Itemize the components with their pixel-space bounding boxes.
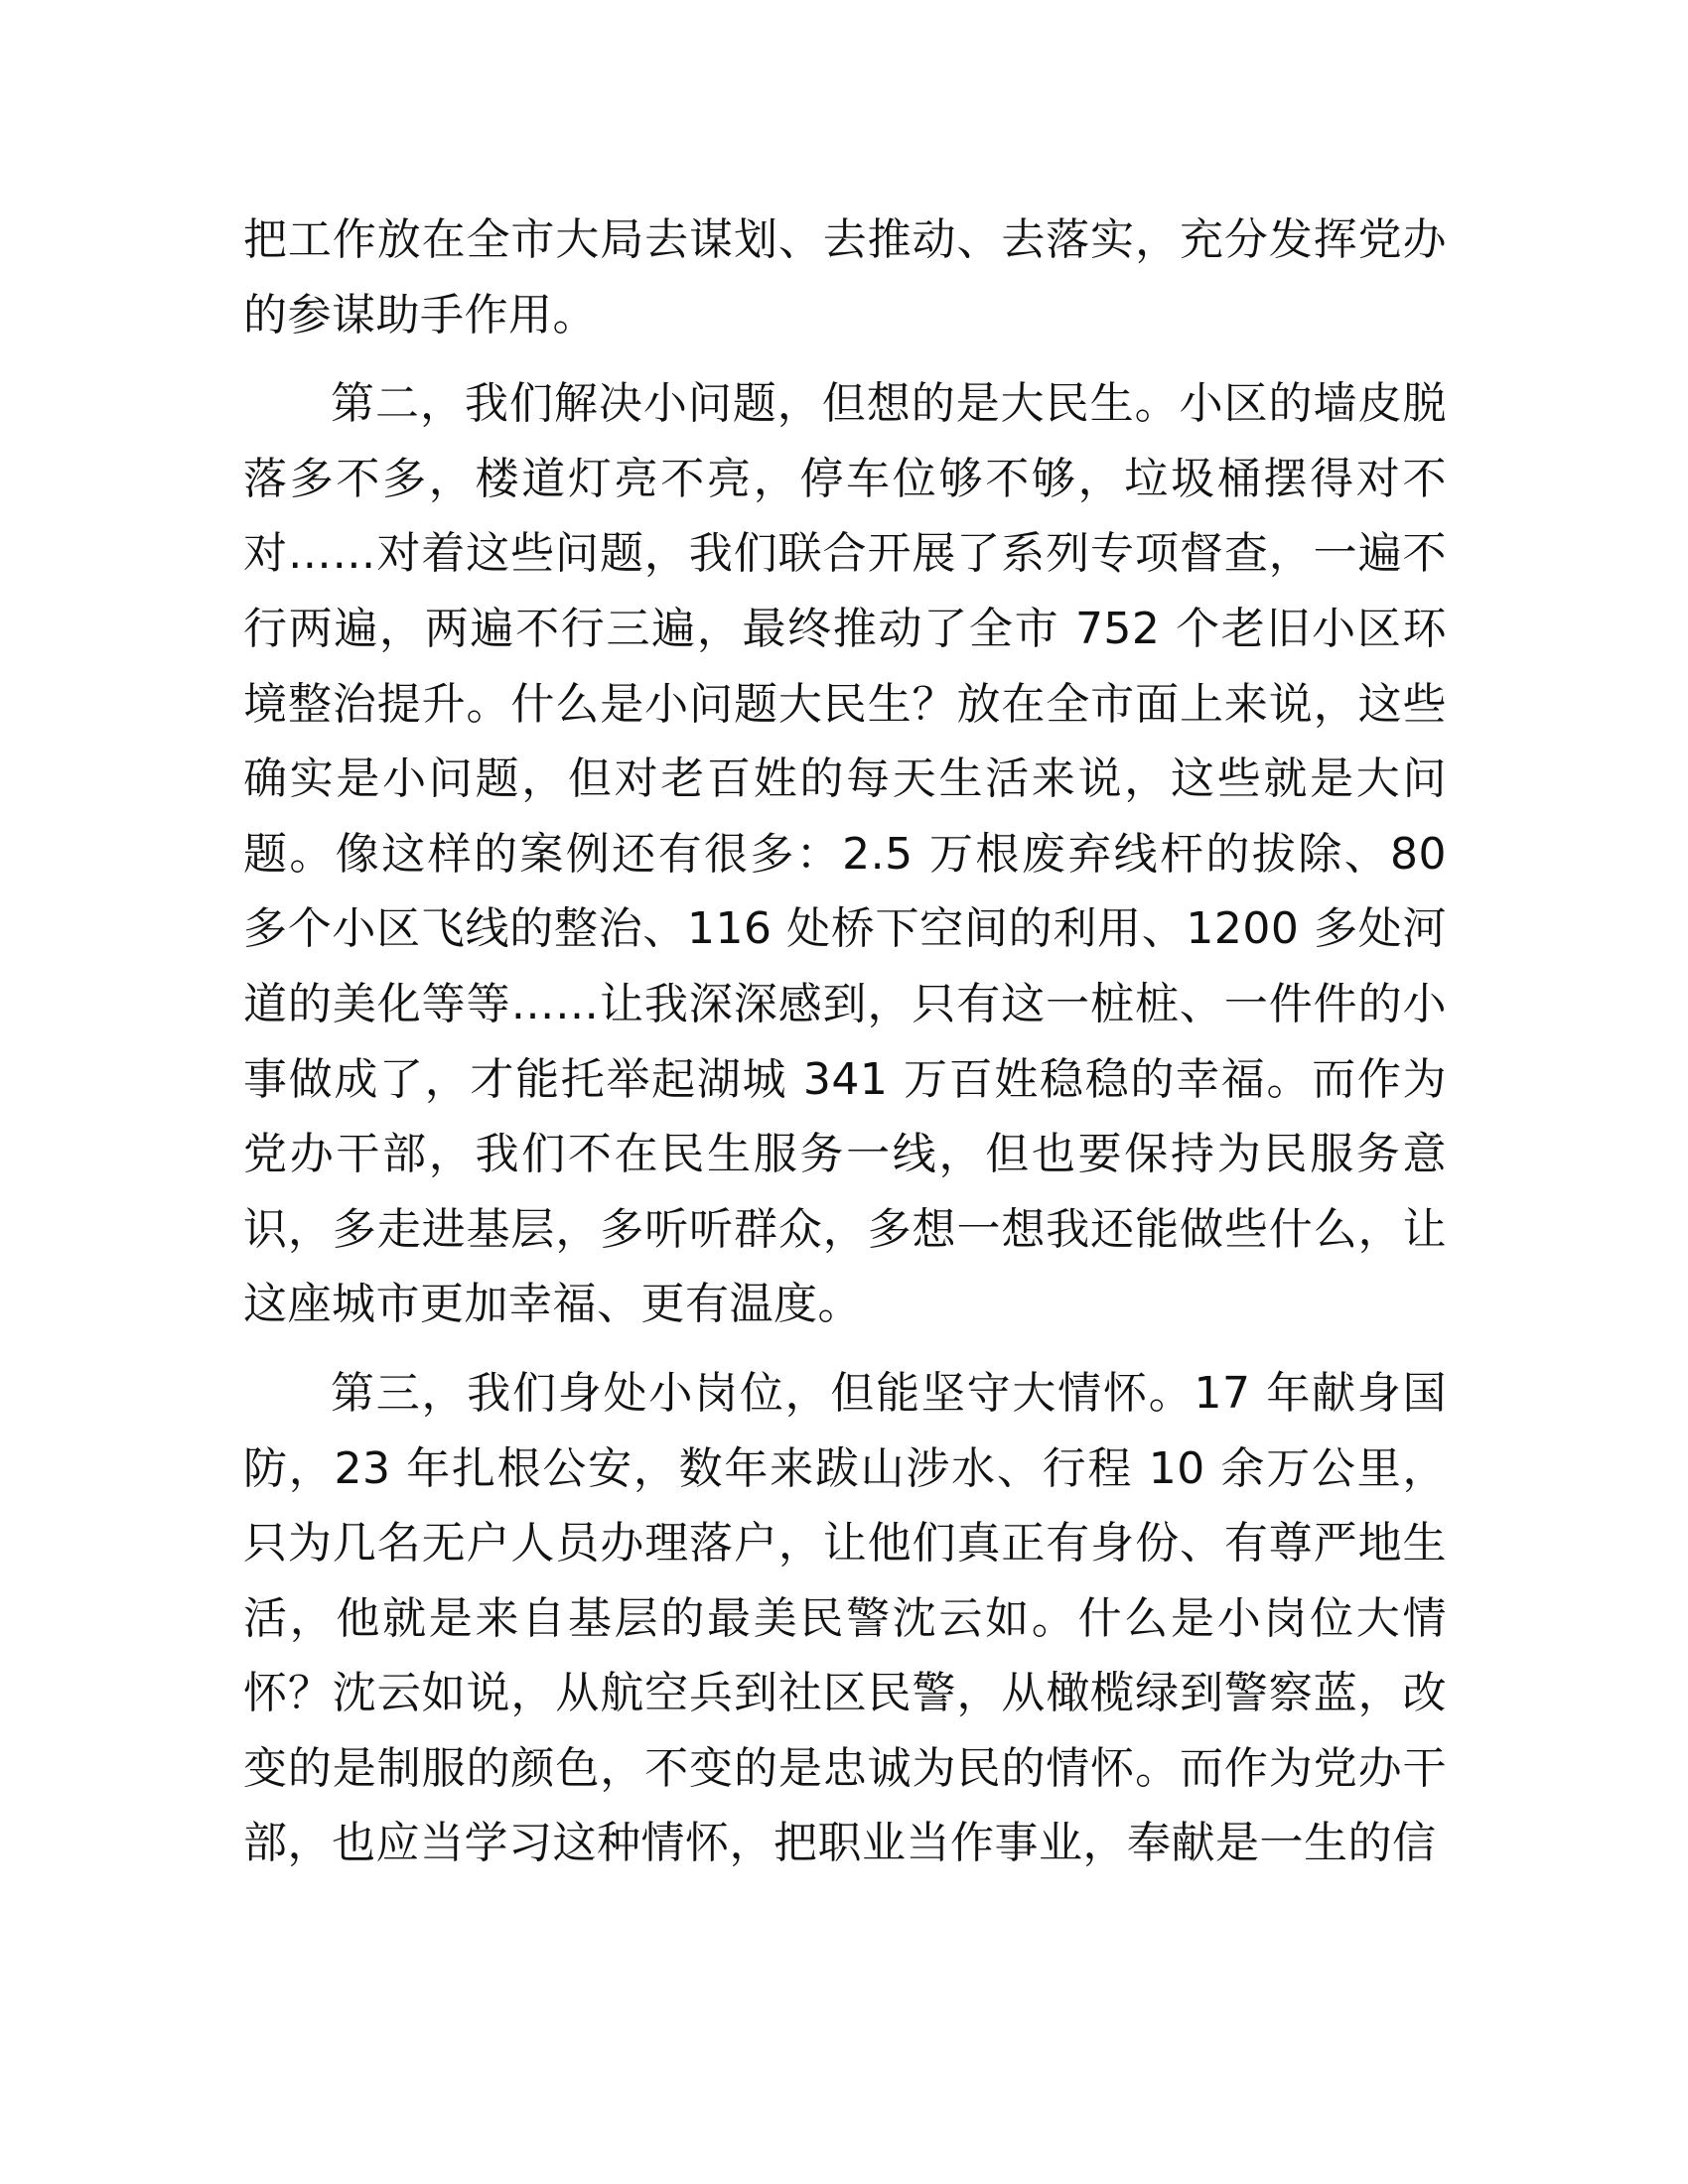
paragraph-continuation: 把工作放在全市大局去谋划、去推动、去落实，充分发挥党办的参谋助手作用。 bbox=[243, 214, 1447, 341]
paragraph-third-point: 第三，我们身处小岗位，但能坚守大情怀。17 年献身国防，23 年扎根公安，数年来跋山涉水、行程 10 余万公里，只为几名无户人员办理落户，让他们真正有身份、有尊严地生活，他就是来自基层的最美民警沈云如。什么是小岗位大情怀？沈云如说，从航空兵到社区民警，从橄榄绿到警察蓝，改变的是制服的颜色，不变的是忠诚为民的情怀。而作为党办干部，也应当学习这种情怀，把职业当作事业，奉献是一生的信 bbox=[243, 1367, 1447, 1869]
paragraph-second-point: 第二，我们解决小问题，但想的是大民生。小区的墙皮脱落多不多，楼道灯亮不亮，停车位够不够，垃圾桶摆得对不对……对着这些问题，我们联合开展了系列专项督查，一遍不行两遍，两遍不行三遍，最终推动了全市 752 个老旧小区环境整治提升。什么是小问题大民生？放在全市面上来说，这些确实是小问题，但对老百姓的每天生活来说，这些就是大问题。像这样的案例还有很多：2.5 万根废弃线杆的拔除、80 多个小区飞线的整治、116 处桥下空间的利用、1200 多处河道的美化等等……让我深深感到，只有这一桩桩、一件件的小事做成了，才能托举起湖城 341 万百姓稳稳的幸福。而作为党办干部，我们不在民生服务一线，但也要保持为民服务意识，多走进基层，多听听群众，多想一想我还能做些什么，让这座城市更加幸福、更有温度。 bbox=[243, 378, 1447, 1330]
document-body bbox=[243, 203, 1447, 1881]
